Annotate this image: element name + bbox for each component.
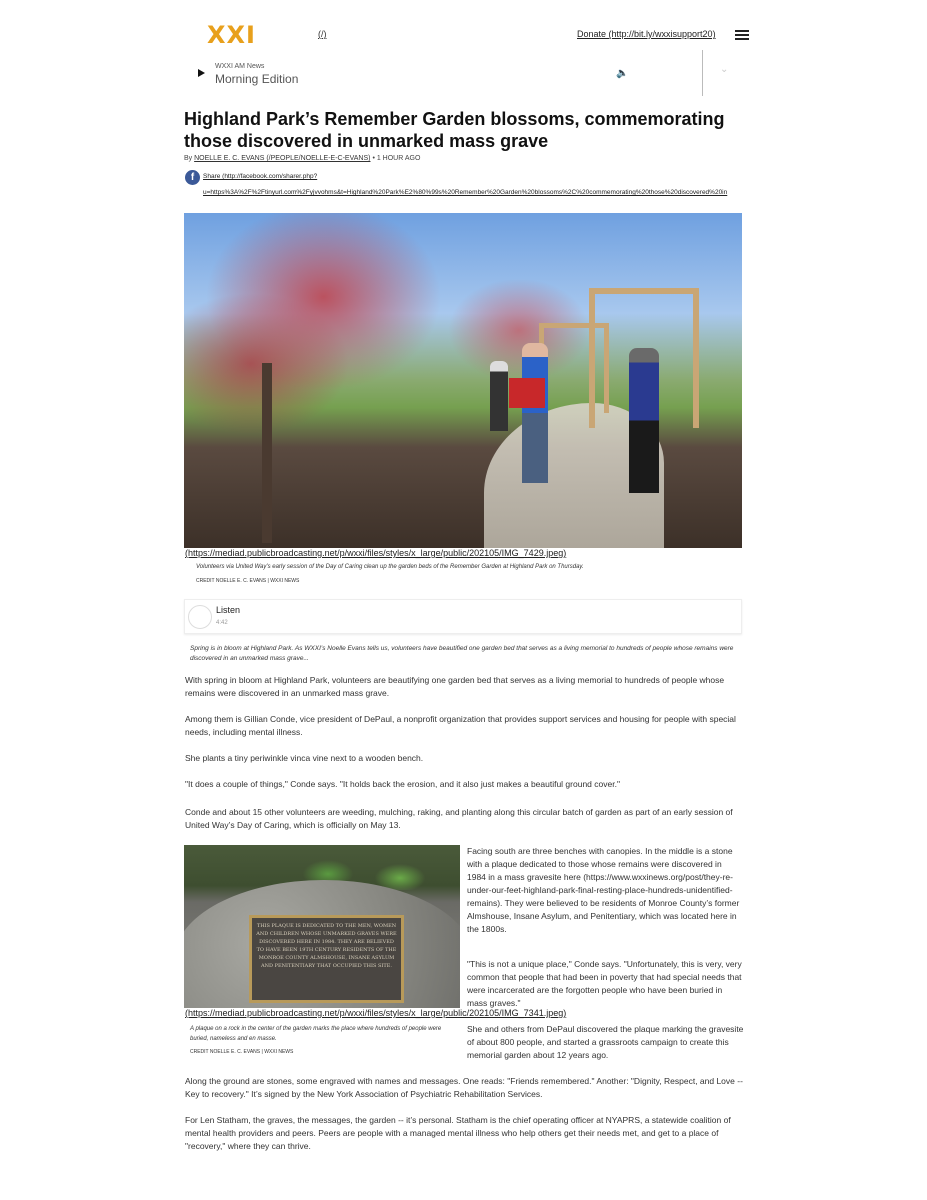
byline-separator: •	[372, 155, 375, 162]
article-paragraph: "This is not a unique place," Conde says. "Unfortunately, this is very, very common that people that had been in poverty that had special needs that were incarcerated are the forgotten people who have been buried in mass graves."	[467, 959, 742, 1008]
hamburger-menu-icon[interactable]	[735, 30, 749, 41]
plaque-image-link[interactable]: (https://mediad.publicbroadcasting.net/p/wxxi/files/styles/x_large/public/202105/IMG_7341.jpeg)	[185, 1008, 567, 1018]
main-image-credit: CREDIT NOELLE E. C. EVANS | WXXI NEWS	[196, 578, 300, 584]
article-paragraph: Among them is Gillian Conde, vice president of DePaul, a nonprofit organization that provides support services and housing for people with special needs, including mental illness.	[185, 714, 736, 737]
listen-duration: 4:42	[216, 620, 228, 626]
article-paragraph: Facing south are three benches with canopies. In the middle is a stone with a plaque dedicated to those whose remains were discovered in 1984 in a mass gravesite here (https://www.wxxinews.org/post/they-re-under-our-feet-highland-park-final-resting-place-hundreds-unidentified-remains). They were believed to be residents of Monroe County’s former Almshouse, Insane Asylum, and Penitentiary, which was located here in the 1800s.	[467, 846, 740, 934]
article-paragraph: For Len Statham, the graves, the messages, the garden -- it’s personal. Statham is the chief operating officer at NYAPRS, a statewide coalition of mental health providers and peers. Peers are people with a managed mental illness who help others get their needs met, and get to a place of "recovery," where they can thrive.	[185, 1115, 731, 1151]
audio-teaser: Spring is in bloom at Highland Park. As WXXI’s Noelle Evans tells us, volunteers have beautified one garden bed that serves as a living memorial to hundreds of people whose remains were discovered in an unmarked mass grave...	[190, 645, 734, 662]
author-link[interactable]: NOELLE E. C. EVANS (/PEOPLE/NOELLE-E-C-EVANS)	[194, 155, 371, 162]
article-paragraph: Along the ground are stones, some engraved with names and messages. One reads: "Friends remembered." Another: "Dignity, Respect, and Love -- Key to recovery." It’s signed by the New York Association of Psychiatric Rehabilitation Services.	[185, 1076, 743, 1099]
facebook-icon[interactable]: f	[185, 170, 200, 185]
audio-player	[184, 58, 744, 96]
listen-play-button[interactable]	[188, 605, 212, 629]
main-image-link[interactable]: (https://mediad.publicbroadcasting.net/p/wxxi/files/styles/x_large/public/202105/IMG_7429.jpeg)	[185, 548, 567, 558]
listen-player[interactable]	[184, 599, 742, 634]
article-paragraph: Conde and about 15 other volunteers are weeding, mulching, raking, and planting along this circular batch of garden as part of an early session of United Way’s Day of Caring, which is officially on May 13.	[185, 807, 733, 830]
byline-prefix: By	[184, 155, 193, 162]
plaque-image-caption: A plaque on a rock in the center of the garden marks the place where hundreds of people were buried, nameless and en masse.	[190, 1026, 442, 1042]
plaque-image-credit: CREDIT NOELLE E. C. EVANS | WXXI NEWS	[190, 1049, 294, 1055]
article-paragraph: "It does a couple of things," Conde says. "It holds back the erosion, and it also just makes a beautiful ground cover."	[185, 779, 620, 789]
facebook-share-link-cont[interactable]: u=https%3A%2F%2Ftinyurl.com%2Fyjvvohms&t=Highland%20Park%E2%80%99s%20Remember%20Garden%20blossoms%2C%20commemorating%20those%20discovered%20in	[203, 189, 728, 196]
chevron-down-icon[interactable]: ⌄	[720, 64, 729, 75]
main-image-caption: Volunteers via United Way’s early session of the Day of Caring clean up the garden beds of the Remember Garden at Highland Park on Thursday.	[196, 564, 584, 570]
tree-trunk	[262, 363, 272, 543]
publish-time: 1 HOUR AGO	[376, 155, 421, 162]
facebook-share-link[interactable]: Share (http://facebook.com/sharer.php?	[203, 173, 318, 180]
memorial-plaque: THIS PLAQUE IS DEDICATED TO THE MEN, WOMEN AND CHILDREN WHOSE UNMARKED GRAVES WERE DISCOVERED HERE IN 1984. THEY ARE BELIEVED TO HAVE BEEN 19TH CENTURY RESIDENTS OF THE MONROE COUNTY ALMSHOUSE, INSANE ASYLUM AND PENITENTIARY THAT OCCUPIED THIS SITE.	[249, 915, 404, 1003]
plaque-photo	[184, 845, 460, 1008]
donate-link[interactable]: Donate (http://bit.ly/wxxisupport20)	[577, 29, 716, 39]
volume-icon[interactable]: 🔈	[616, 68, 629, 79]
listen-label: Listen	[216, 605, 241, 615]
article-paragraph: She plants a tiny periwinkle vinca vine next to a wooden bench.	[185, 753, 424, 763]
home-link[interactable]: (/)	[318, 29, 327, 39]
article-headline: Highland Park’s Remember Garden blossoms, commemorating those discovered in unmarked mass grave	[184, 109, 725, 151]
red-bin	[509, 378, 545, 408]
player-divider	[702, 50, 703, 96]
byline	[184, 155, 420, 162]
main-article-photo	[184, 213, 742, 548]
show-name: Morning Edition	[215, 72, 299, 86]
play-icon[interactable]	[198, 69, 205, 77]
volunteer-figure	[490, 361, 508, 431]
volunteer-figure	[522, 343, 548, 483]
wxxi-logo[interactable]: XXI	[207, 21, 256, 49]
article-paragraph: She and others from DePaul discovered the plaque marking the gravesite of about 800 people, and started a grassroots campaign to create this memorial garden about 12 years ago.	[467, 1024, 744, 1060]
station-name: WXXI AM News	[215, 63, 265, 70]
volunteer-figure	[629, 348, 659, 493]
article-paragraph: With spring in bloom at Highland Park, volunteers are beautifying one garden bed that serves as a living memorial to hundreds of people whose remains were discovered in an unmarked mass grave.	[185, 675, 725, 698]
